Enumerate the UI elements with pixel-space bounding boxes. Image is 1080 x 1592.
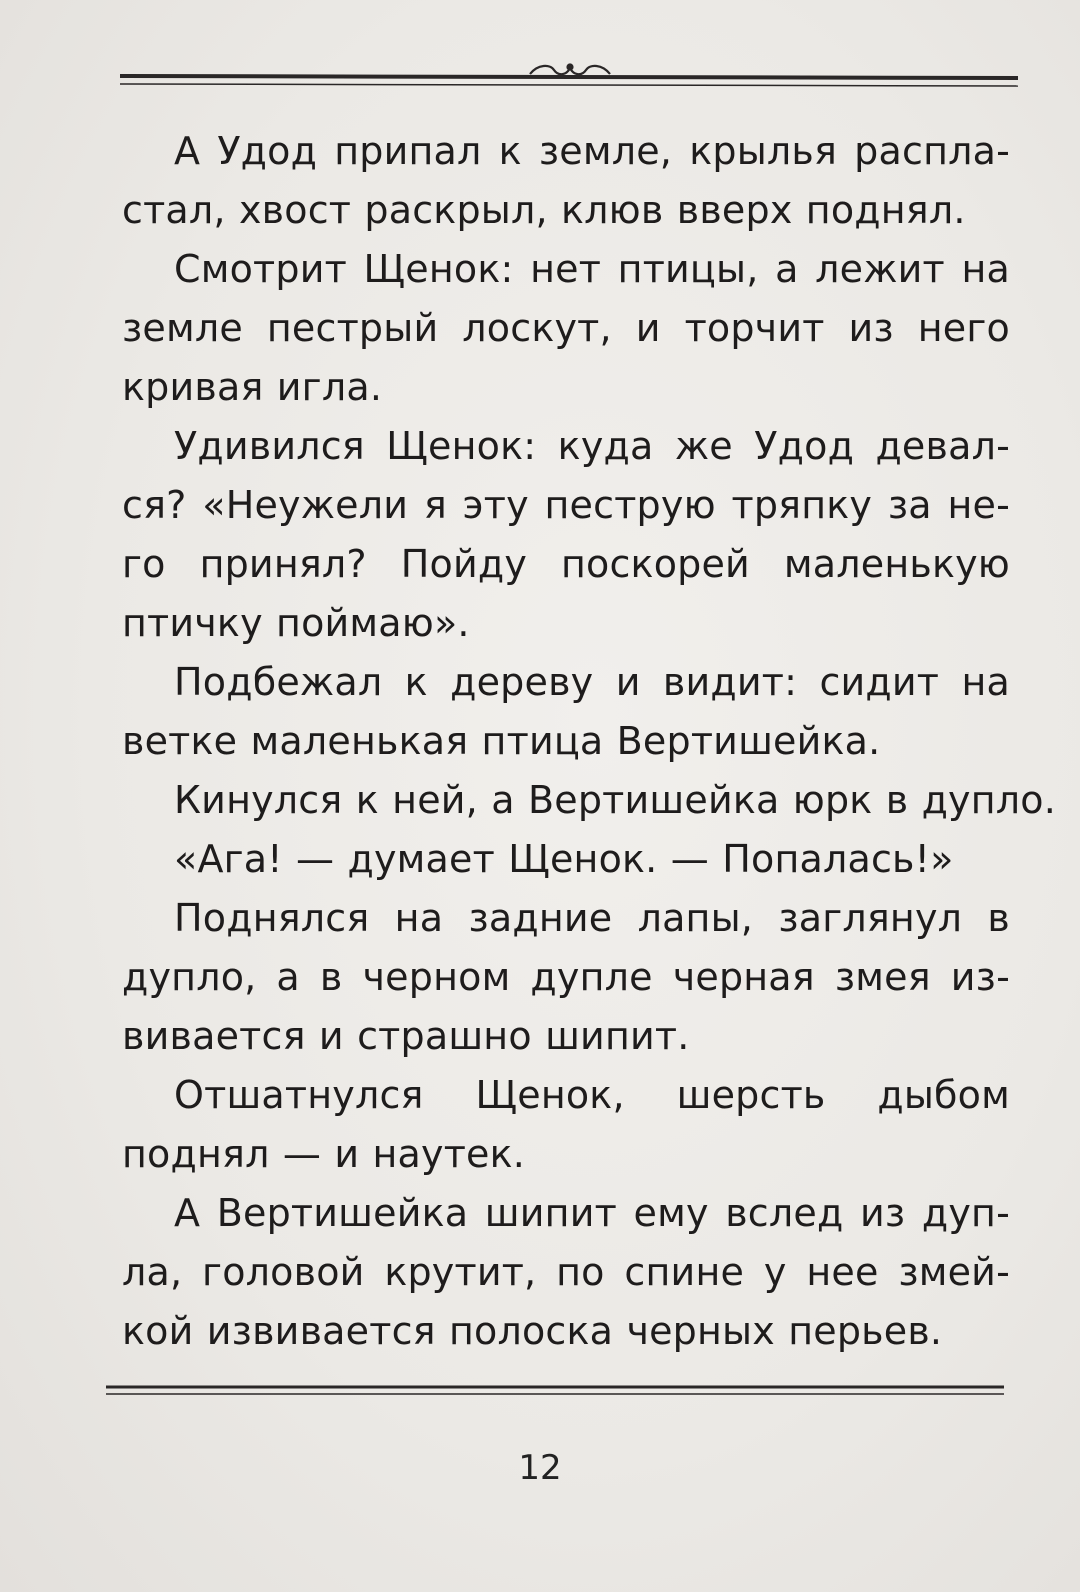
paragraph	[122, 1184, 1010, 1361]
top-ornament-rule	[120, 62, 1018, 92]
paragraph	[122, 830, 1010, 889]
text-line: ветке маленькая птица Вертишейка.	[122, 719, 881, 763]
paragraph	[122, 240, 1010, 417]
paragraph	[122, 771, 1057, 830]
text-line: А Удод припал к земле, крылья распла-	[174, 129, 1010, 173]
text-line: Удивился Щенок: куда же Удод девал-	[174, 424, 1010, 468]
text-line: «Ага! — думает Щенок. — Попалась!»	[174, 837, 954, 881]
text-line: А Вертишейка шипит ему вслед из дуп-	[174, 1191, 1010, 1235]
page-number: 12	[518, 1448, 562, 1488]
text-line: ла, головой крутит, по спине у нее змей-	[122, 1250, 1010, 1294]
text-line: Подбежал к дереву и видит: сидит на	[174, 660, 1010, 704]
story-text	[122, 122, 1057, 1361]
text-line: Поднялся на задние лапы, заглянул в	[174, 896, 1010, 940]
text-line: стал, хвост раскрыл, клюв вверх поднял.	[122, 188, 966, 232]
text-line: Отшатнулся Щенок, шерсть дыбом	[174, 1073, 1010, 1117]
scroll-ornament-icon	[530, 65, 610, 75]
paragraph	[122, 417, 1010, 653]
bottom-rule	[106, 1384, 1004, 1398]
paragraph	[122, 889, 1010, 1066]
text-line: дупло, а в черном дупле черная змея из-	[122, 955, 1010, 999]
text-line: кривая игла.	[122, 365, 383, 409]
text-line: ся? «Неужели я эту пеструю тряпку за не-	[122, 483, 1010, 527]
text-line: Кинулся к ней, а Вертишейка юрк в дупло.	[174, 778, 1057, 822]
paragraph	[122, 122, 1010, 240]
text-line: птичку поймаю».	[122, 601, 470, 645]
text-line: кой извивается полоска черных перьев.	[122, 1309, 943, 1353]
text-line: земле пестрый лоскут, и торчит из него	[122, 306, 1010, 350]
text-line: го принял? Пойду поскорей маленькую	[122, 542, 1010, 586]
text-line: вивается и страшно шипит.	[122, 1014, 690, 1058]
text-line: Смотрит Щенок: нет птицы, а лежит на	[174, 247, 1010, 291]
paragraph	[122, 653, 1010, 771]
paragraph	[122, 1066, 1010, 1184]
text-line: поднял — и наутек.	[122, 1132, 526, 1176]
